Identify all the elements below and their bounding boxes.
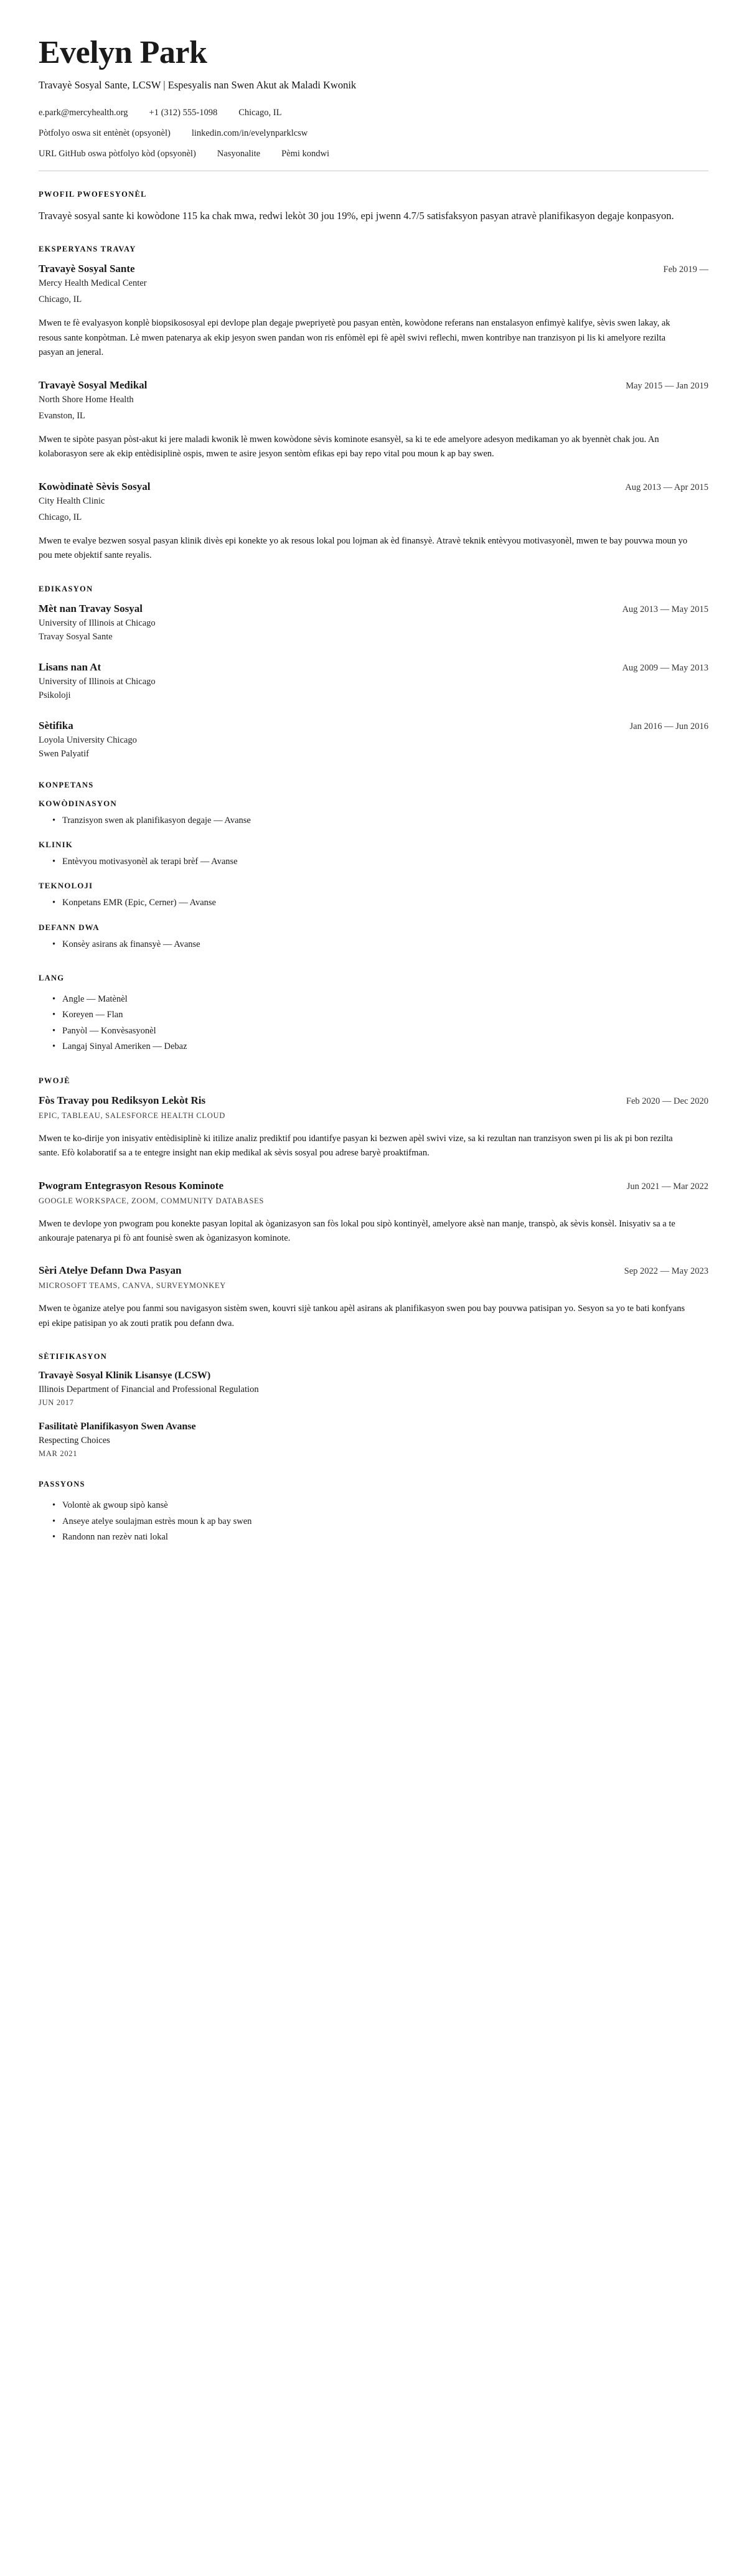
certification-name: Fasilitatè Planifikasyon Swen Avanse xyxy=(39,1421,196,1432)
project-date: Feb 2020 — Dec 2020 xyxy=(626,1096,708,1106)
list-item: • Angle — Matènèl xyxy=(52,992,708,1007)
contact-row-optional xyxy=(39,149,708,159)
section-languages xyxy=(39,974,708,1055)
degree-title: Lisans nan At xyxy=(39,660,101,673)
list-item: • Volontè ak gwoup sipò kansè xyxy=(52,1498,708,1513)
education-entry-head xyxy=(39,661,708,674)
linkedin-link[interactable]: linkedin.com/in/evelynparklcsw xyxy=(191,128,308,138)
education-entry xyxy=(39,661,708,701)
experience-entry-head xyxy=(39,263,708,275)
education-entry xyxy=(39,720,708,759)
project-date: Jun 2021 — Mar 2022 xyxy=(626,1181,708,1192)
skill-list xyxy=(39,854,708,870)
degree-date: Jan 2016 — Jun 2016 xyxy=(629,721,708,731)
project-entry xyxy=(39,1264,708,1331)
skill-list xyxy=(39,895,708,911)
skill-group xyxy=(39,923,708,952)
certification-issuer: Respecting Choices xyxy=(39,1436,110,1446)
section-certifications xyxy=(39,1352,708,1459)
project-name: Pwogram Entegrasyon Resous Kominote xyxy=(39,1179,224,1192)
skill-group xyxy=(39,799,708,829)
section-title-experience: EKSPERYANS TRAVAY xyxy=(39,245,136,254)
list-item: • Konpetans EMR (Epic, Cerner) — Avanse xyxy=(52,895,708,911)
project-description: Mwen te devlope yon pwogram pou konekte pasyan lopital ak òganizasyon san fòs lokal pou sipò kontinyèl, amelyore aksè nan manje, transpò, ak sèvis konsèl. Inisyativ sa a te ankouraje patenarya pi fò ant founisè swen ak òganizasyon kominote. xyxy=(39,1218,675,1243)
degree-title: Mèt nan Travay Sosyal xyxy=(39,602,143,614)
job-location: Chicago, IL xyxy=(39,294,82,305)
experience-entry xyxy=(39,481,708,563)
certification-date: JUN 2017 xyxy=(39,1398,74,1408)
job-date: Feb 2019 — xyxy=(663,265,708,275)
section-title-summary: PWOFIL PWOFESYONÈL xyxy=(39,189,147,199)
job-employer: North Shore Home Health xyxy=(39,394,134,405)
portfolio-placeholder-text: Pòtfolyo oswa sit entènèt (opsyonèl) xyxy=(39,128,171,138)
section-title-education: EDIKASYON xyxy=(39,584,93,593)
education-entry xyxy=(39,603,708,642)
degree-date: Aug 2013 — May 2015 xyxy=(622,604,708,614)
section-title-projects: PWOJÈ xyxy=(39,1076,70,1085)
project-date: Sep 2022 — May 2023 xyxy=(624,1266,708,1277)
project-entry-head xyxy=(39,1264,708,1277)
project-tools: EPIC, TABLEAU, SALESFORCE HEALTH CLOUD xyxy=(39,1111,225,1120)
interest-list xyxy=(39,1498,708,1545)
school-name: Loyola University Chicago xyxy=(39,735,137,745)
skill-group xyxy=(39,840,708,870)
skill-list xyxy=(39,813,708,829)
skill-list xyxy=(39,937,708,952)
language-list xyxy=(39,992,708,1055)
field-of-study: Swen Palyatif xyxy=(39,748,89,759)
job-employer: Mercy Health Medical Center xyxy=(39,278,147,289)
summary-text: Travayè sosyal sante ki kowòdone 115 ka chak mwa, redwi lekòt 30 jou 19%, epi jwenn 4.7/5 satisfaksyon pasyan atravè planifikasyon degaje konpasyon. xyxy=(39,209,674,222)
section-interests xyxy=(39,1480,708,1545)
email-text: e.park@mercyhealth.org xyxy=(39,107,128,118)
project-description: Mwen te òganize atelye pou fanmi sou navigasyon sistèm swen, kouvri sijè tankou apèl asirans ak planifikasyon swen pou bay pouvwa patisipan yo. Sesyon sa yo te bati konfyans epi ekipe patisipan yo ak zouti pratik pou defann dwa. xyxy=(39,1304,685,1328)
skill-group xyxy=(39,881,708,911)
education-entry-head xyxy=(39,603,708,615)
certification-name: Travayè Sosyal Klinik Lisansye (LCSW) xyxy=(39,1370,211,1381)
experience-entry xyxy=(39,379,708,462)
experience-entry-head xyxy=(39,481,708,493)
list-item: • Entèvyou motivasyonèl ak terapi brèf — Avanse xyxy=(52,854,708,870)
list-item: • Koreyen — Flan xyxy=(52,1007,708,1023)
job-title: Kowòdinatè Sèvis Sosyal xyxy=(39,480,151,492)
degree-title: Sètifika xyxy=(39,719,73,731)
section-projects xyxy=(39,1076,708,1332)
nationality-placeholder-text: Nasyonalite xyxy=(217,148,261,159)
list-item: • Konsèy asirans ak finansyè — Avanse xyxy=(52,937,708,952)
skill-group-title: KOWÒDINASYON xyxy=(39,798,117,808)
list-item: • Panyòl — Konvèsasyonèl xyxy=(52,1023,708,1039)
degree-date: Aug 2009 — May 2013 xyxy=(622,662,708,673)
field-of-study: Travay Sosyal Sante xyxy=(39,631,113,642)
section-skills xyxy=(39,781,708,953)
project-tools: GOOGLE WORKSPACE, ZOOM, COMMUNITY DATABASES xyxy=(39,1196,264,1205)
list-item: • Langaj Sinyal Ameriken — Debaz xyxy=(52,1039,708,1055)
experience-entry xyxy=(39,263,708,360)
experience-entry-head xyxy=(39,379,708,392)
project-entry-head xyxy=(39,1180,708,1192)
job-location: Chicago, IL xyxy=(39,512,82,522)
project-tools: MICROSOFT TEAMS, CANVA, SURVEYMONKEY xyxy=(39,1281,226,1290)
phone-text: +1 (312) 555-1098 xyxy=(149,107,218,118)
list-item: • Tranzisyon swen ak planifikasyon degaje — Avanse xyxy=(52,813,708,829)
project-name: Sèri Atelye Defann Dwa Pasyan xyxy=(39,1264,182,1277)
project-name: Fòs Travay pou Rediksyon Lekòt Ris xyxy=(39,1094,206,1106)
certification-date: MAR 2021 xyxy=(39,1449,78,1459)
section-experience xyxy=(39,245,708,563)
driving-license-placeholder-text: Pèmi kondwi xyxy=(281,148,329,159)
job-title: Travayè Sosyal Medikal xyxy=(39,378,148,391)
section-title-skills: KONPETANS xyxy=(39,780,94,789)
job-description: Mwen te fè evalyasyon konplè biopsikososyal epi devlope plan degaje pwepriyetè pou pasyan entèn, kowòdone referans nan enstalasyon enfimyè kalifye, sèvis swen lakay, ak resous sante konpòtman. Lè mwen patenarya ak ekip jesyon swen pandan won ris enfòmèl epi fè apèl swivi reflechi, mwen kontribye nan tranzisyon pi lis ki amelyore rezilta pasyan an jeneral. xyxy=(39,318,670,358)
section-education xyxy=(39,585,708,759)
project-entry xyxy=(39,1180,708,1246)
job-description: Mwen te evalye bezwen sosyal pasyan klinik divès epi konekte yo ak resous lokal pou lojman ak èd finansyè. Atravè teknik entèvyou motivasyonèl, mwen te bay pouvwa moun yo pou mete objektif sante reyalis. xyxy=(39,535,688,561)
certification-issuer: Illinois Department of Financial and Professional Regulation xyxy=(39,1384,259,1395)
location-text: Chicago, IL xyxy=(238,107,282,118)
school-name: University of Illinois at Chicago xyxy=(39,618,156,628)
education-entry-head xyxy=(39,720,708,732)
github-placeholder-text: URL GitHub oswa pòtfolyo kòd (opsyonèl) xyxy=(39,148,196,159)
contact-row-primary xyxy=(39,108,708,118)
job-date: May 2015 — Jan 2019 xyxy=(626,380,708,391)
list-item: • Randonn nan rezèv nati lokal xyxy=(52,1530,708,1545)
professional-headline: Travayè Sosyal Sante, LCSW | Espesyalis nan Swen Akut ak Maladi Kwonik xyxy=(39,78,357,91)
job-date: Aug 2013 — Apr 2015 xyxy=(625,482,708,492)
school-name: University of Illinois at Chicago xyxy=(39,676,156,687)
job-description: Mwen te sipòte pasyan pòst-akut ki jere maladi kwonik lè mwen kowòdone sèvis kominote esansyèl, sa ki te ede amelyore adesyon medikaman yo ak byennèt chak jou. An kolaborasyon sere ak ekip entèdisiplinè ospis, mwen te asire jesyon sentòm efikas epi bay repo vital pou moun k ap bay swen. xyxy=(39,434,659,459)
job-title: Travayè Sosyal Sante xyxy=(39,263,135,275)
contact-row-links xyxy=(39,128,708,139)
job-location: Evanston, IL xyxy=(39,410,85,421)
project-description: Mwen te ko-dirije yon inisyativ entèdisiplinè ki itilize analiz prediktif pou idantifye pasyan ki bezwen apèl swivi vize, sa ki rezultan nan tranzisyon swen pi lis ak pi bon rezilta sante. Efò kolaboratif sa a te entegre insight nan ekip medikal ak sèvis sosyal pou adrese baryè proaktifman. xyxy=(39,1133,673,1159)
job-employer: City Health Clinic xyxy=(39,496,105,506)
section-summary xyxy=(39,190,708,224)
project-entry-head xyxy=(39,1094,708,1107)
section-title-interests: PASSYONS xyxy=(39,1480,85,1489)
skill-group-title: TEKNOLOJI xyxy=(39,881,93,891)
section-title-certifications: SÈTIFIKASYON xyxy=(39,1352,108,1361)
page-title: Evelyn Park xyxy=(39,35,207,70)
skill-group-title: DEFANN DWA xyxy=(39,922,100,932)
certification-entry xyxy=(39,1421,708,1459)
certification-entry xyxy=(39,1370,708,1408)
list-item: • Anseye atelye soulajman estrès moun k ap bay swen xyxy=(52,1514,708,1530)
skill-group-title: KLINIK xyxy=(39,839,73,849)
field-of-study: Psikoloji xyxy=(39,690,71,700)
project-entry xyxy=(39,1094,708,1161)
section-title-languages: LANG xyxy=(39,974,65,983)
